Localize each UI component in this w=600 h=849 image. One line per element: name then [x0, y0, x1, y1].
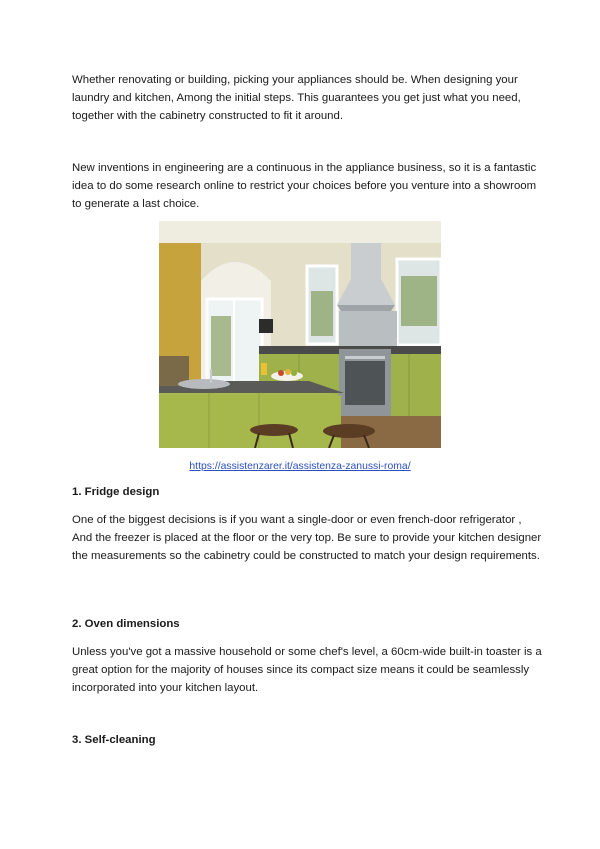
section-body-fridge: One of the biggest decisions is if you want a single-door or even french-door refrigerator , And the freezer is placed at the floor or the very top. Be sure to provide your kitchen designer the measurements so the cabinetry could be constructed to match your design requirements. [72, 514, 542, 562]
section-heading-self-cleaning: 3. Self-cleaning [72, 734, 156, 746]
section-heading-oven: 2. Oven dimensions [72, 618, 180, 630]
section-heading-fridge: 1. Fridge design [72, 486, 160, 498]
kitchen-photo [159, 221, 441, 448]
intro-paragraph: Whether renovating or building, picking your appliances should be. When designing your laundry and kitchen, Among the initial steps. This guarantees you get just what you need, together with the cabinetry constructed to fit it around. [72, 74, 521, 122]
research-paragraph: New inventions in engineering are a continuous in the appliance business, so it is a fantastic idea to do some research online to restrict your choices before you venture into a showroom to generate a last choice. [72, 162, 537, 210]
section-body-oven: Unless you've got a massive household or some chef's level, a 60cm-wide built-in toaster is a great option for the majority of houses since its compact size means it could be seamlessly incorporated into your kitchen layout. [72, 646, 542, 694]
source-link[interactable]: https://assistenzarer.it/assistenza-zanussi-roma/ [189, 461, 411, 472]
